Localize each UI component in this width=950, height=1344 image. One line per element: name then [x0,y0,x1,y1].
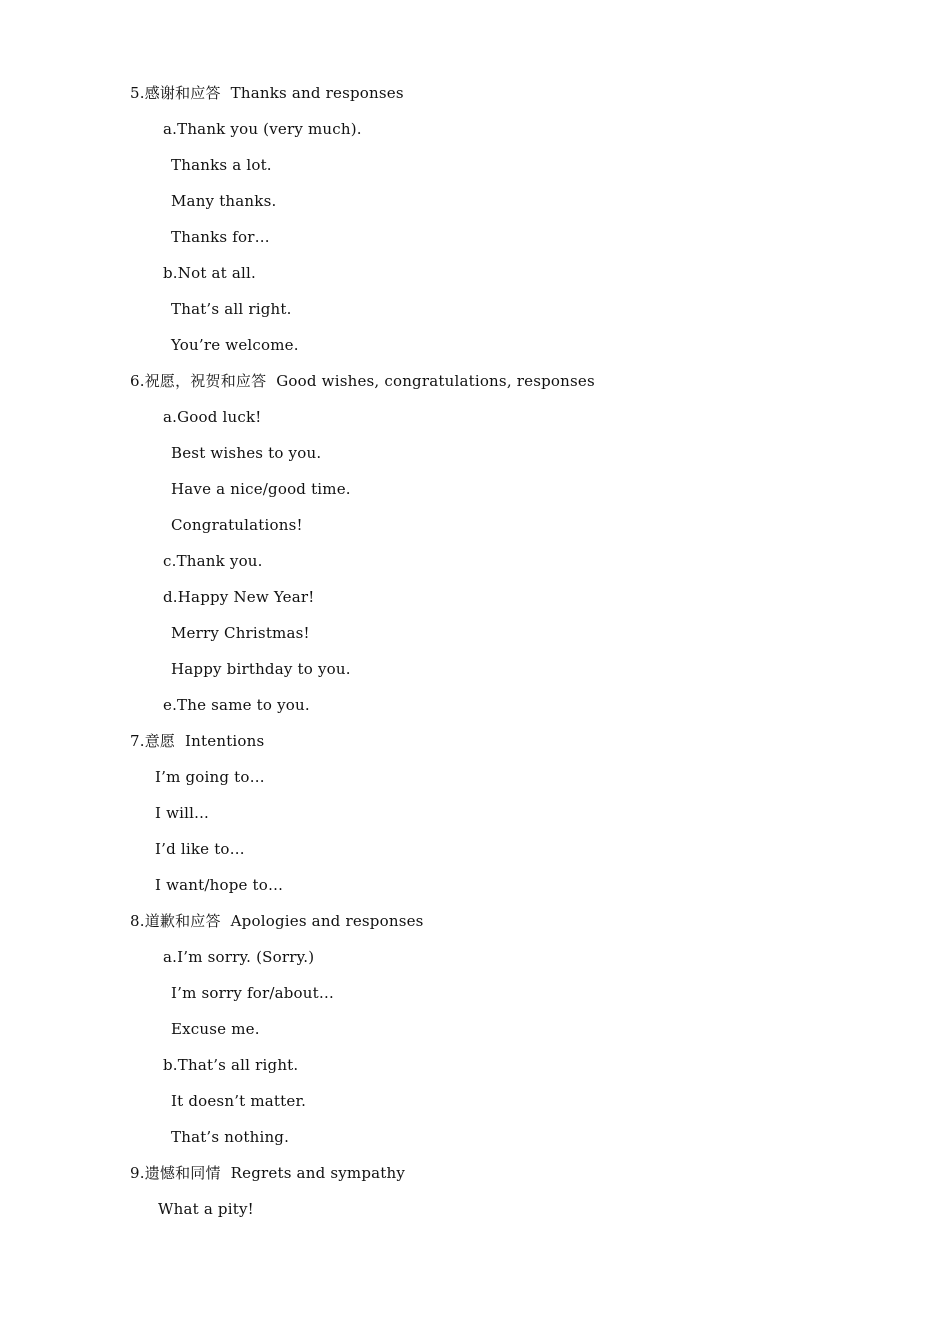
section-heading-thanks: 5.感谢和应答 Thanks and responses [130,84,404,102]
list-item: d.Happy New Year! [163,588,315,606]
list-item: You’re welcome. [171,336,299,354]
section-heading-apologies: 8.道歉和应答 Apologies and responses [130,912,424,930]
list-item: That’s nothing. [171,1128,290,1146]
list-item: I’m sorry for/about… [171,984,335,1002]
list-item: Merry Christmas! [171,624,310,642]
section-heading-intentions: 7.意愿 Intentions [130,732,265,750]
section-heading-good-wishes: 6.祝愿，祝贺和应答 Good wishes, congratulations, responses [130,372,595,390]
list-item: Many thanks. [171,192,277,210]
list-item: Have a nice/good time. [171,480,351,498]
list-item: Thanks for… [171,228,270,246]
list-item: What a pity! [158,1200,254,1218]
list-item: It doesn’t matter. [171,1092,307,1110]
list-item: I’d like to… [155,840,245,858]
list-item: I want/hope to… [155,876,284,894]
list-item: That’s all right. [171,300,292,318]
list-item: Congratulations! [171,516,303,534]
list-item: a.Good luck! [163,408,262,426]
list-item: c.Thank you. [163,552,263,570]
list-item: Best wishes to you. [171,444,322,462]
list-item: a.Thank you (very much). [163,120,362,138]
list-item: I’m going to… [155,768,265,786]
list-item: b.Not at all. [163,264,256,282]
list-item: e.The same to you. [163,696,310,714]
list-item: Happy birthday to you. [171,660,351,678]
list-item: Thanks a lot. [171,156,272,174]
list-item: b.That’s all right. [163,1056,299,1074]
list-item: I will... [155,804,210,822]
list-item: a.I’m sorry. (Sorry.) [163,948,315,966]
list-item: Excuse me. [171,1020,260,1038]
section-heading-regrets: 9.遗憾和同情 Regrets and sympathy [130,1164,406,1182]
